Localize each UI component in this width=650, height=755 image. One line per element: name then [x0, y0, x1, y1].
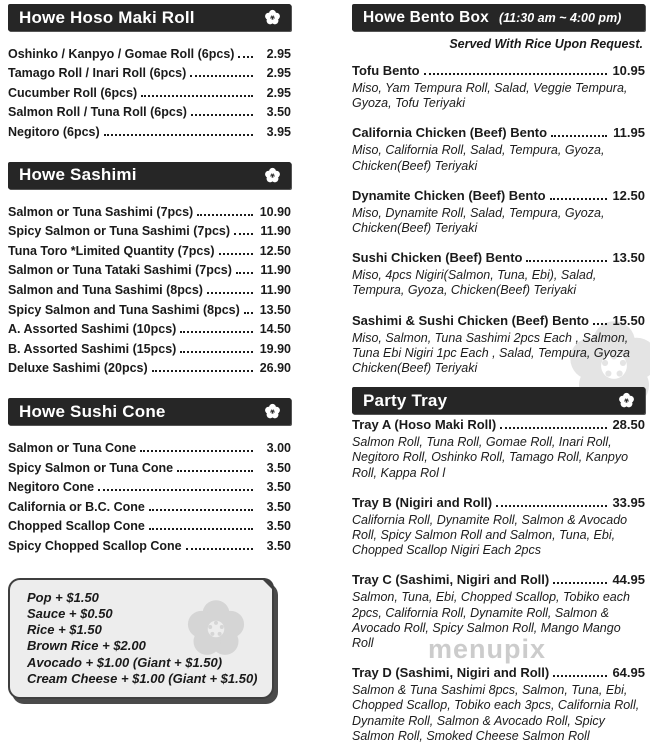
item-price: 64.95: [612, 665, 645, 681]
item-name: Spicy Salmon or Tuna Sashimi (7pcs): [8, 224, 231, 239]
menu-item-row: [352, 247, 645, 265]
menu-item-row: [352, 122, 645, 140]
item-price: 3.50: [266, 105, 291, 120]
item-price: 3.50: [266, 480, 291, 495]
item-price: 13.50: [612, 250, 645, 266]
addon-line: Sauce + $0.50: [27, 606, 113, 622]
dot-leader: [526, 260, 607, 262]
flower-icon: [263, 166, 282, 185]
item-description: Salmon, Tuna, Ebi, Chopped Scallop, Tobiko each 2pcs, California Roll, Dynamite Roll, Salmon & Avocado Roll, Spicy Salmon Roll, Mango Mango Roll: [352, 590, 630, 651]
menu-item-row: [8, 41, 291, 61]
flower-icon: [263, 8, 282, 27]
addon-line: Cream Cheese + $1.00 (Giant + $1.50): [27, 670, 258, 686]
dot-leader: [550, 198, 607, 200]
item-price: 12.50: [612, 187, 645, 203]
dot-leader: [553, 582, 607, 584]
item-name: Tray D (Sashimi, Nigiri and Roll): [352, 665, 550, 681]
item-name: Negitoro (6pcs): [8, 124, 100, 139]
menu-item-row: [8, 119, 291, 139]
item-name: Chopped Scallop Cone: [8, 519, 145, 534]
menu-item-row: [8, 356, 291, 376]
item-name: Tray B (Nigiri and Roll): [352, 494, 493, 510]
item-name: Oshinko / Kanpyo / Gomae Roll (6pcs): [8, 46, 235, 61]
menu-item-block: [352, 662, 645, 744]
flower-icon: [617, 391, 636, 410]
menu-item-row: [8, 100, 291, 120]
dot-leader: [219, 253, 254, 255]
item-name: Spicy Chopped Scallop Cone: [8, 538, 182, 553]
section-title: Party Tray: [363, 390, 448, 410]
item-name: B. Assorted Sashimi (15pcs): [8, 341, 177, 356]
dot-leader: [424, 73, 607, 75]
dot-leader: [244, 312, 253, 314]
folded-corner: [261, 578, 274, 591]
item-price: 12.50: [259, 243, 291, 258]
sashimi-items: [8, 199, 291, 375]
dot-leader: [593, 323, 607, 325]
item-price: 10.95: [612, 63, 645, 78]
menu-item-row: [8, 514, 291, 534]
menu-item-block: [352, 310, 645, 377]
item-description: Miso, Salmon, Tuna Sashimi 2pcs Each , Salmon, Tuna Ebi Nigiri 1pc Each , Salad, Tempura, Gyoza Chicken(Beef) Teriyaki: [352, 330, 630, 376]
item-price: 2.95: [266, 85, 291, 100]
section-header-hoso-maki: [8, 4, 291, 31]
item-name: Deluxe Sashimi (20pcs): [8, 361, 148, 376]
item-name: Tray C (Sashimi, Nigiri and Roll): [352, 572, 550, 588]
hoso-maki-items: [8, 41, 291, 139]
menu-item-row: [352, 569, 645, 587]
dot-leader: [238, 56, 253, 58]
menu-item-row: [8, 475, 291, 495]
menu-item-block: [352, 414, 645, 481]
item-name: Salmon or Tuna Sashimi (7pcs): [8, 204, 194, 219]
item-price: 11.90: [260, 224, 291, 239]
item-price: 3.50: [266, 519, 291, 534]
menu-item-row: [352, 662, 645, 680]
item-price: 3.50: [266, 499, 291, 514]
menu-item-row: [352, 414, 645, 432]
menu-item-block: [352, 247, 645, 298]
party-tray-items: [352, 414, 645, 744]
item-description: Miso, California Roll, Salad, Tempura, Gyoza, Chicken(Beef) Teriyaki: [352, 143, 605, 173]
item-name: Salmon Roll / Tuna Roll (6pcs): [8, 105, 187, 120]
item-name: Salmon and Tuna Sashimi (8pcs): [8, 282, 203, 297]
dot-leader: [236, 272, 253, 274]
item-name: A. Assorted Sashimi (10pcs): [8, 322, 177, 337]
flower-watermark: [180, 593, 252, 665]
section-title: Howe Sushi Cone: [19, 401, 166, 421]
item-name: California Chicken (Beef) Bento: [352, 125, 548, 141]
addons-box: [8, 578, 274, 699]
menu-item-row: [8, 435, 291, 455]
section-title: Howe Sashimi: [19, 165, 137, 185]
dot-leader: [180, 331, 253, 333]
section-header-sashimi: [8, 162, 291, 189]
menu-item-row: [352, 185, 645, 203]
menu-item-row: [8, 336, 291, 356]
section-header-bento-box: [352, 4, 645, 31]
right-column: [352, 0, 645, 755]
item-name: Tofu Bento: [352, 63, 420, 78]
item-name: Tray A (Hoso Maki Roll): [352, 417, 497, 433]
menu-item-row: [8, 455, 291, 475]
addon-line: Avocado + $1.00 (Giant + $1.50): [27, 654, 223, 670]
menupix-watermark: menupix: [428, 634, 547, 664]
menu-item-block: [352, 122, 645, 173]
item-description: Miso, 4pcs Nigiri(Salmon, Tuna, Ebi), Salad, Tempura, Gyoza, Chicken(Beef) Teriyaki: [352, 268, 597, 298]
item-price: 10.90: [259, 204, 291, 219]
menu-item-block: [352, 60, 645, 111]
addon-line: Pop + $1.50: [27, 589, 99, 605]
dot-leader: [180, 351, 253, 353]
item-price: 44.95: [612, 572, 645, 588]
menu-item-block: [352, 492, 645, 559]
item-name: Cucumber Roll (6pcs): [8, 85, 138, 100]
item-name: California or B.C. Cone: [8, 499, 145, 514]
item-price: 33.95: [612, 494, 645, 510]
menu-item-row: [8, 277, 291, 297]
item-price: 15.50: [612, 312, 645, 328]
item-description: Salmon & Tuna Sashimi 8pcs, Salmon, Tuna, Ebi, Chopped Scallop, Tobiko each 3pcs, California Roll, Dynamite Roll, Salmon & Avocado Roll, Spicy Salmon Roll, Smoked Cheese Salmon Roll: [352, 683, 640, 743]
item-name: Spicy Salmon and Tuna Sashimi (8pcs): [8, 302, 240, 317]
dot-leader: [141, 95, 253, 97]
section-title: Howe Bento Box: [363, 8, 489, 26]
item-price: 11.90: [260, 263, 291, 278]
item-name: Spicy Salmon or Tuna Cone: [8, 460, 174, 475]
menu-item-row: [8, 80, 291, 100]
item-price: 14.50: [259, 322, 291, 337]
section-header-sushi-cone: [8, 398, 291, 425]
item-price: 26.90: [259, 361, 291, 376]
dot-leader: [553, 675, 607, 677]
item-price: 19.90: [259, 341, 291, 356]
dot-leader: [149, 509, 253, 511]
item-price: 3.50: [266, 538, 291, 553]
menu-item-row: [8, 219, 291, 239]
item-price: 13.50: [259, 302, 291, 317]
item-description: Miso, Yam Tempura Roll, Salad, Veggie Tempura, Gyoza, Tofu Teriyaki: [352, 81, 628, 111]
dot-leader: [186, 548, 253, 550]
sushi-cone-items: [8, 435, 291, 553]
left-column: [8, 0, 291, 699]
addon-line: Brown Rice + $2.00: [27, 638, 146, 654]
dot-leader: [496, 505, 607, 507]
menu-item-row: [352, 60, 645, 78]
menu-item-block: [352, 569, 645, 651]
menu-item-row: [8, 199, 291, 219]
item-name: Salmon or Tuna Tataki Sashimi (7pcs): [8, 263, 232, 278]
menu-item-row: [352, 492, 645, 510]
item-name: Tuna Toro *Limited Quantity (7pcs): [8, 243, 215, 258]
menu-item-row: [8, 297, 291, 317]
menu-item-row: [8, 533, 291, 553]
menu-item-row: [8, 317, 291, 337]
item-name: Negitoro Cone: [8, 480, 95, 495]
flower-icon: [263, 402, 282, 421]
section-header-party-tray: [352, 387, 645, 414]
menu-item-row: [8, 494, 291, 514]
item-description: California Roll, Dynamite Roll, Salmon & Avocado Roll, Spicy Salmon Roll and Salmon, Tuna, Ebi, Chopped Scallop Nigiri Each 2pcs: [352, 512, 628, 558]
item-name: Salmon or Tuna Cone: [8, 440, 137, 455]
section-title: Howe Hoso Maki Roll: [19, 7, 195, 27]
item-description: Salmon Roll, Tuna Roll, Gomae Roll, Inari Roll, Negitoro Roll, Oshinko Roll, Tamago Roll, Kanpyo Roll, Kappa Rol l: [352, 435, 629, 480]
dot-leader: [197, 214, 253, 216]
item-price: 2.95: [266, 46, 291, 61]
item-price: 3.50: [266, 460, 291, 475]
addon-line: Rice + $1.50: [27, 622, 102, 638]
bento-items: [352, 60, 645, 376]
dot-leader: [234, 233, 253, 235]
item-description: Miso, Dynamite Roll, Salad, Tempura, Gyoza, Chicken(Beef) Teriyaki: [352, 205, 605, 236]
dot-leader: [140, 450, 253, 452]
item-price: 11.90: [260, 282, 291, 297]
item-name: Tamago Roll / Inari Roll (6pcs): [8, 66, 187, 81]
bento-hours: (11:30 am ~ 4:00 pm): [498, 10, 622, 25]
item-name: Sushi Chicken (Beef) Bento: [352, 250, 523, 266]
menu-item-row: [8, 61, 291, 81]
item-price: 11.95: [613, 125, 645, 141]
dot-leader: [191, 114, 253, 116]
dot-leader: [190, 75, 253, 77]
menu-item-row: [8, 258, 291, 278]
item-name: Dynamite Chicken (Beef) Bento: [352, 187, 546, 203]
dot-leader: [104, 134, 253, 136]
dot-leader: [207, 292, 253, 294]
menu-item-block: [352, 185, 645, 236]
item-name: Sashimi & Sushi Chicken (Beef) Bento: [352, 312, 589, 328]
item-price: 3.00: [266, 440, 291, 455]
dot-leader: [500, 427, 607, 429]
bento-subtitle: Served With Rice Upon Request.: [449, 37, 643, 51]
item-price: 28.50: [612, 417, 645, 433]
dot-leader: [177, 470, 253, 472]
item-price: 3.95: [266, 124, 291, 139]
dot-leader: [152, 370, 253, 372]
dot-leader: [149, 528, 253, 530]
menu-item-row: [8, 238, 291, 258]
dot-leader: [551, 135, 607, 137]
menu-item-row: [352, 310, 645, 328]
dot-leader: [98, 489, 253, 491]
item-price: 2.95: [266, 66, 291, 81]
